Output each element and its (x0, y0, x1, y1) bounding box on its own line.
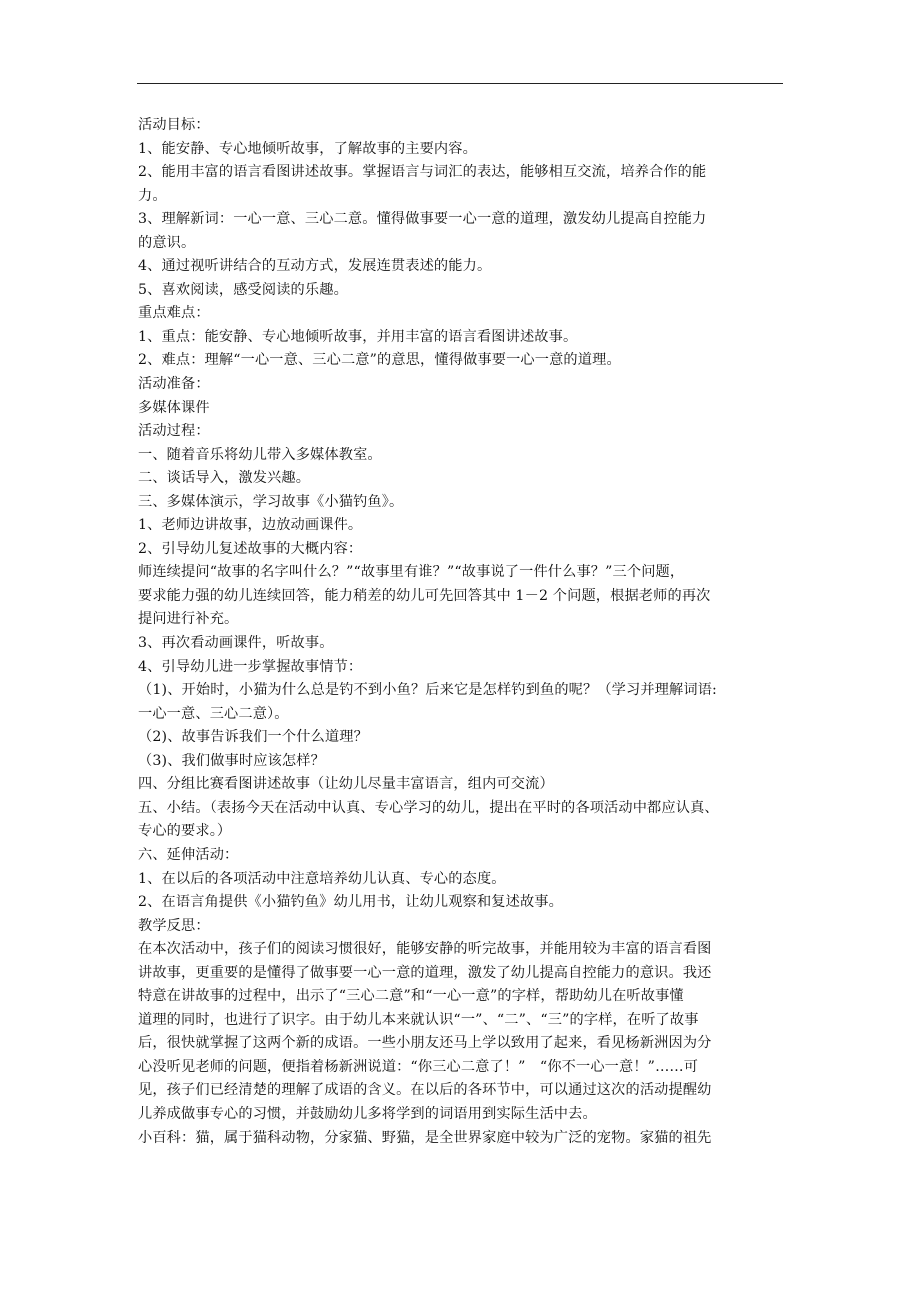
text-line: 儿养成做事专心的习惯，并鼓励幼儿多将学到的词语用到实际生活中去。 (138, 1105, 597, 1122)
text-line: 1、在以后的各项活动中注意培养幼儿认真、专心的态度。 (138, 870, 506, 887)
text-line: 2、难点：理解“一心一意、三心二意”的意思，懂得做事要一心一意的道理。 (138, 352, 621, 369)
header-rule (137, 83, 783, 84)
text-line: 1、重点：能安静、专心地倾听故事，并用丰富的语言看图讲述故事。 (138, 328, 578, 345)
text-line: （2)、故事告诉我们一个什么道理？ (138, 729, 368, 746)
text-line: 2、在语言角提供《小猫钓鱼》幼儿用书，让幼儿观察和复述故事。 (138, 894, 563, 911)
text-line: 讲故事，更重要的是懂得了做事要一心一意的道理，激发了幼儿提高自控能力的意识。我还 (138, 964, 712, 981)
text-line: 1、能安静、专心地倾听故事，了解故事的主要内容。 (138, 140, 477, 157)
text-line: 六、延伸活动： (138, 846, 239, 863)
text-line: 1、老师边讲故事，边放动画课件。 (138, 517, 363, 534)
text-line: 重点难点： (138, 305, 210, 322)
text-line: 五、小结。（表扬今天在活动中认真、专心学习的幼儿，提出在平时的各项活动中都应认真、 (138, 799, 719, 816)
text-line: （3)、我们做事时应该怎样？ (138, 752, 325, 769)
text-line: 教学反思： (138, 917, 210, 934)
text-line: 2、能用丰富的语言看图讲述故事。掌握语言与词汇的表达，能够相互交流，培养合作的能 (138, 164, 707, 181)
text-line: 见，孩子们已经清楚的理解了成语的含义。在以后的各环节中，可以通过这次的活动提醒幼 (138, 1082, 712, 1099)
text-line: 的意识。 (138, 234, 196, 251)
text-line: 活动目标： (138, 117, 210, 133)
text-line: 3、再次看动画课件，听故事。 (138, 635, 334, 652)
text-line: 特意在讲故事的过程中，出示了“三心二意”和“一心一意”的字样，帮助幼儿在听故事懂 (138, 988, 684, 1005)
text-line: 三、多媒体演示，学习故事《小猫钓鱼》。 (138, 493, 404, 510)
text-line: 小百科：猫，属于猫科动物，分家猫、野猫，是全世界家庭中较为广泛的宠物。家猫的祖先 (138, 1129, 712, 1146)
text-line: 在本次活动中，孩子们的阅读习惯很好，能够安静的听完故事，并能用较为丰富的语言看图 (138, 941, 712, 958)
text-line: 一、随着音乐将幼儿带入多媒体教室。 (138, 446, 382, 463)
text-line: 心没听见老师的问题，便指着杨新洲说道：“你三心二意了！” “你不一心一意！”……可 (138, 1058, 699, 1075)
text-line: 5、喜欢阅读，感受阅读的乐趣。 (138, 281, 348, 298)
text-line: 多媒体课件 (138, 399, 210, 416)
text-line: 师连续提问“故事的名字叫什么？”“故事里有谁？”“故事说了一件什么事？”三个问题， (138, 564, 685, 581)
text-line: 四、分组比赛看图讲述故事（让幼儿尽量丰富语言，组内可交流） (138, 776, 554, 793)
text-line: 2、引导幼儿复述故事的大概内容： (138, 540, 363, 557)
text-line: （1)、开始时，小猫为什么总是钓不到小鱼？后来它是怎样钓到鱼的呢？（学习并理解词语: (138, 682, 717, 699)
text-line: 后，很快就掌握了这两个新的成语。一些小朋友还马上学以致用了起来，看见杨新洲因为分 (138, 1035, 712, 1052)
text-line: 道理的同时，也进行了识字。由于幼儿本来就认识“一”、“二”、“三”的字样，在听了故事 (138, 1011, 699, 1028)
text-line: 4、通过视听讲结合的互动方式，发展连贯表述的能力。 (138, 258, 492, 275)
text-line: 要求能力强的幼儿连续回答，能力稍差的幼儿可先回答其中 1－2 个问题，根据老师的再次 (138, 587, 711, 604)
text-line: 活动准备： (138, 376, 210, 393)
text-line: 3、理解新词：一心一意、三心二意。懂得做事要一心一意的道理，激发幼儿提高自控能力 (138, 211, 707, 228)
text-line: 二、谈话导入，激发兴趣。 (138, 470, 311, 487)
document-body (138, 114, 793, 1150)
text-line: 活动过程： (138, 423, 210, 440)
text-line: 力。 (138, 187, 167, 204)
text-line: 一心一意、三心二意）。 (138, 705, 289, 722)
text-line: 专心的要求。） (138, 823, 232, 840)
text-line: 4、引导幼儿进一步掌握故事情节： (138, 658, 363, 675)
text-line: 提问进行补充。 (138, 611, 239, 628)
